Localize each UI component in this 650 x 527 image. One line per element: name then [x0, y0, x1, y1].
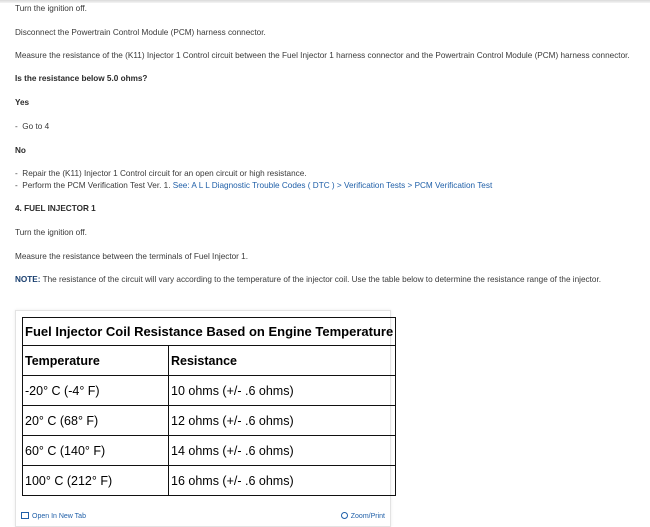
table-row — [23, 376, 396, 406]
yes-heading: Yes — [15, 98, 30, 107]
temperature-cell: -20° C (-4° F) — [23, 376, 169, 406]
note-label: NOTE: — [15, 275, 41, 284]
table-row — [23, 466, 396, 496]
resistance-cell: 10 ohms (+/- .6 ohms) — [169, 376, 396, 406]
temperature-cell: 100° C (212° F) — [23, 466, 169, 496]
resistance-cell: 16 ohms (+/- .6 ohms) — [169, 466, 396, 496]
note — [15, 274, 601, 286]
no-heading: No — [15, 146, 26, 155]
table-title: Fuel Injector Coil Resistance Based on Engine Temperature — [23, 318, 396, 346]
no-action-repair: - Repair the (K11) Injector 1 Control circuit for an open circuit or high resistance. — [15, 169, 307, 178]
magnifier-icon — [341, 512, 348, 519]
no-action-verify-text: Perform the PCM Verification Test Ver. 1. — [22, 181, 171, 190]
step-measure-terminals: Measure the resistance between the terminals of Fuel Injector 1. — [15, 252, 249, 261]
no-action-repair-text: Repair the (K11) Injector 1 Control circuit for an open circuit or high resistance. — [22, 169, 307, 178]
resistance-table — [22, 317, 396, 496]
resistance-table-figure[interactable] — [15, 310, 394, 527]
zoom-print-label: Zoom/Print — [350, 513, 385, 520]
note-text: The resistance of the circuit will vary according to the temperature of the injector coil. Use the table below to determine the resistance range of the injector. — [42, 275, 602, 284]
step-turn-ignition-off: Turn the ignition off. — [15, 4, 87, 13]
yes-action: - Go to 4 — [15, 122, 50, 131]
temperature-cell: 60° C (140° F) — [23, 436, 169, 466]
step-measure-circuit: Measure the resistance of the (K11) Injector 1 Control circuit between the Fuel Injector 1 harness connector and the Powertrain Control Module (PCM) harness connector. — [15, 51, 630, 60]
table-title-row — [23, 318, 396, 346]
step-disconnect-pcm: Disconnect the Powertrain Control Module (PCM) harness connector. — [15, 28, 266, 37]
no-action-verify: - Perform the PCM Verification Test Ver. 1. See: A L L Diagnostic Trouble Codes ( DTC ) > Verification Tests > PCM Verification Test — [15, 181, 493, 190]
temperature-cell: 20° C (68° F) — [23, 406, 169, 436]
header-temperature: Temperature — [23, 346, 169, 376]
yes-action-text: Go to 4 — [22, 122, 50, 131]
external-window-icon — [21, 512, 29, 519]
header-resistance: Resistance — [169, 346, 396, 376]
step-turn-ignition-off-2: Turn the ignition off. — [15, 228, 87, 237]
resistance-cell: 14 ohms (+/- .6 ohms) — [169, 436, 396, 466]
table-row — [23, 406, 396, 436]
question-text: Is the resistance below 5.0 ohms? — [15, 74, 148, 83]
open-in-new-tab-label: Open In New Tab — [32, 513, 86, 520]
resistance-cell: 12 ohms (+/- .6 ohms) — [169, 406, 396, 436]
top-divider — [0, 0, 650, 3]
table-row — [23, 436, 396, 466]
figure-footer — [15, 511, 389, 521]
table-header-row — [23, 346, 396, 376]
section-heading-fuel-injector-1: 4. FUEL INJECTOR 1 — [15, 204, 96, 213]
pcm-verification-link[interactable]: See: A L L Diagnostic Trouble Codes ( DTC ) > Verification Tests > PCM Verification Test — [172, 181, 493, 190]
